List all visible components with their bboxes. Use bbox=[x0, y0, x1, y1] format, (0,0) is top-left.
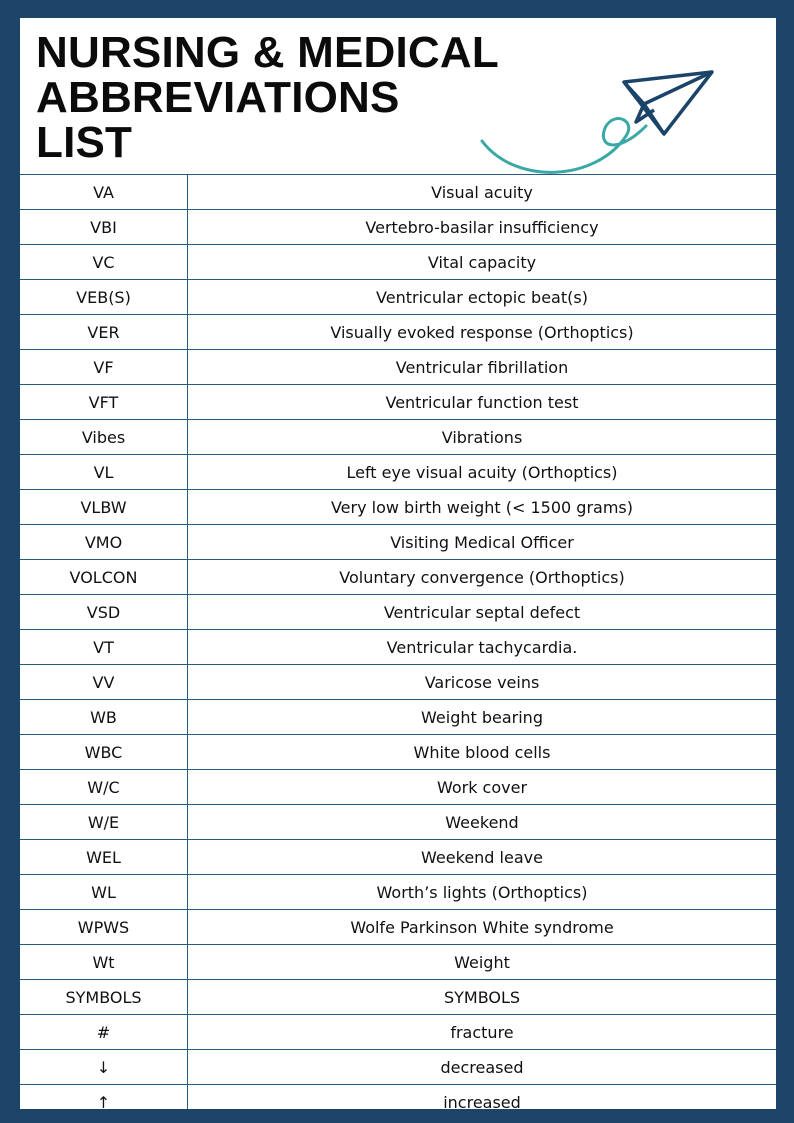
table-row bbox=[20, 560, 776, 595]
table-row bbox=[20, 455, 776, 490]
paper-plane-icon bbox=[476, 46, 726, 176]
meaning-cell: SYMBOLS bbox=[188, 980, 777, 1015]
table-row bbox=[20, 735, 776, 770]
table-row bbox=[20, 700, 776, 735]
table-row bbox=[20, 770, 776, 805]
table-row bbox=[20, 210, 776, 245]
table-row bbox=[20, 385, 776, 420]
meaning-cell: Weight bearing bbox=[188, 700, 777, 735]
abbreviation-cell: SYMBOLS bbox=[20, 980, 188, 1015]
abbreviation-cell: VMO bbox=[20, 525, 188, 560]
title-line-1: NURSING & MEDICAL bbox=[36, 28, 499, 77]
abbreviation-cell: VF bbox=[20, 350, 188, 385]
abbreviations-table bbox=[20, 174, 776, 1109]
meaning-cell: Visiting Medical Officer bbox=[188, 525, 777, 560]
meaning-cell: Very low birth weight (< 1500 grams) bbox=[188, 490, 777, 525]
table-row bbox=[20, 910, 776, 945]
header bbox=[20, 18, 776, 174]
meaning-cell: Vital capacity bbox=[188, 245, 777, 280]
abbreviation-cell: VOLCON bbox=[20, 560, 188, 595]
abbreviation-cell: VLBW bbox=[20, 490, 188, 525]
meaning-cell: fracture bbox=[188, 1015, 777, 1050]
document-page bbox=[20, 18, 776, 1109]
abbreviation-cell: Wt bbox=[20, 945, 188, 980]
meaning-cell: White blood cells bbox=[188, 735, 777, 770]
abbreviation-cell: VL bbox=[20, 455, 188, 490]
abbreviation-cell: VC bbox=[20, 245, 188, 280]
abbreviation-cell: W/C bbox=[20, 770, 188, 805]
meaning-cell: Work cover bbox=[188, 770, 777, 805]
meaning-cell: Visually evoked response (Orthoptics) bbox=[188, 315, 777, 350]
abbreviation-cell: VFT bbox=[20, 385, 188, 420]
meaning-cell: Weekend bbox=[188, 805, 777, 840]
meaning-cell: Varicose veins bbox=[188, 665, 777, 700]
abbreviation-cell: VT bbox=[20, 630, 188, 665]
meaning-cell: Ventricular septal defect bbox=[188, 595, 777, 630]
meaning-cell: Voluntary convergence (Orthoptics) bbox=[188, 560, 777, 595]
meaning-cell: Ventricular ectopic beat(s) bbox=[188, 280, 777, 315]
table-row bbox=[20, 980, 776, 1015]
table-row bbox=[20, 945, 776, 980]
table-row bbox=[20, 1085, 776, 1110]
meaning-cell: Ventricular function test bbox=[188, 385, 777, 420]
table-row bbox=[20, 420, 776, 455]
table-row bbox=[20, 665, 776, 700]
page-title bbox=[36, 30, 499, 165]
meaning-cell: increased bbox=[188, 1085, 777, 1110]
plane-trail bbox=[482, 119, 646, 173]
abbreviation-cell: W/E bbox=[20, 805, 188, 840]
abbreviation-cell: ↓ bbox=[20, 1050, 188, 1085]
abbreviation-cell: WL bbox=[20, 875, 188, 910]
table-row bbox=[20, 525, 776, 560]
plane-body bbox=[624, 72, 712, 134]
meaning-cell: Weekend leave bbox=[188, 840, 777, 875]
table-row bbox=[20, 595, 776, 630]
abbreviation-cell: VV bbox=[20, 665, 188, 700]
table-row bbox=[20, 490, 776, 525]
table-row bbox=[20, 175, 776, 210]
table-row bbox=[20, 1015, 776, 1050]
table-row bbox=[20, 630, 776, 665]
abbreviation-cell: VEB(S) bbox=[20, 280, 188, 315]
table-row bbox=[20, 1050, 776, 1085]
abbreviation-cell: # bbox=[20, 1015, 188, 1050]
meaning-cell: Vibrations bbox=[188, 420, 777, 455]
abbreviation-cell: VSD bbox=[20, 595, 188, 630]
abbreviation-cell: Vibes bbox=[20, 420, 188, 455]
meaning-cell: Worth’s lights (Orthoptics) bbox=[188, 875, 777, 910]
meaning-cell: Weight bbox=[188, 945, 777, 980]
abbreviation-cell: VA bbox=[20, 175, 188, 210]
table-row bbox=[20, 315, 776, 350]
meaning-cell: Ventricular fibrillation bbox=[188, 350, 777, 385]
title-line-3: LIST bbox=[36, 118, 133, 167]
abbreviation-cell: VBI bbox=[20, 210, 188, 245]
table-row bbox=[20, 875, 776, 910]
meaning-cell: decreased bbox=[188, 1050, 777, 1085]
meaning-cell: Ventricular tachycardia. bbox=[188, 630, 777, 665]
title-line-2: ABBREVIATIONS bbox=[36, 73, 400, 122]
abbreviation-cell: WPWS bbox=[20, 910, 188, 945]
table-row bbox=[20, 280, 776, 315]
abbreviation-cell: VER bbox=[20, 315, 188, 350]
table-row bbox=[20, 350, 776, 385]
meaning-cell: Visual acuity bbox=[188, 175, 777, 210]
meaning-cell: Left eye visual acuity (Orthoptics) bbox=[188, 455, 777, 490]
abbreviation-cell: ↑ bbox=[20, 1085, 188, 1110]
meaning-cell: Wolfe Parkinson White syndrome bbox=[188, 910, 777, 945]
abbreviation-cell: WB bbox=[20, 700, 188, 735]
abbreviation-cell: WEL bbox=[20, 840, 188, 875]
table-row bbox=[20, 245, 776, 280]
abbreviation-cell: WBC bbox=[20, 735, 188, 770]
table-row bbox=[20, 840, 776, 875]
meaning-cell: Vertebro-basilar insufficiency bbox=[188, 210, 777, 245]
table-row bbox=[20, 805, 776, 840]
